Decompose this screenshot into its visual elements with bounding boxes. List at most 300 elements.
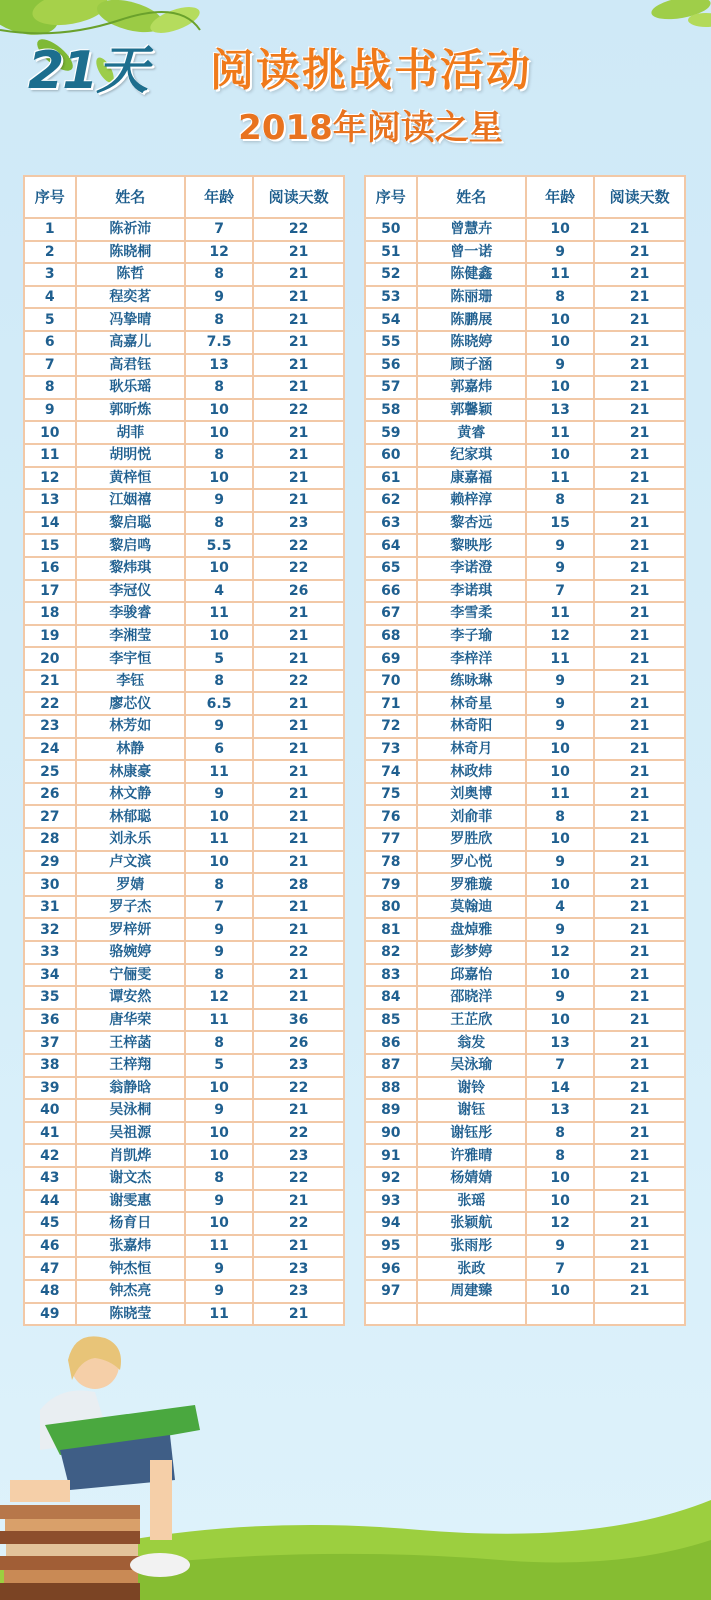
cell-age: 10 [526, 873, 594, 896]
cell-age: 10 [185, 467, 253, 490]
cell-days: 21 [594, 512, 685, 535]
cell-number: 60 [365, 444, 417, 467]
cell-days: 23 [253, 1144, 344, 1167]
cell-name: 高嘉儿 [76, 331, 185, 354]
cell-name: 吴泳瑜 [417, 1054, 526, 1077]
table-row [365, 1054, 685, 1077]
cell-age: 15 [526, 512, 594, 535]
cell-name: 李钰 [76, 670, 185, 693]
cell-days: 21 [594, 1031, 685, 1054]
cell-name: 李雪柔 [417, 602, 526, 625]
cell-name: 纪家琪 [417, 444, 526, 467]
cell-name: 张政 [417, 1257, 526, 1280]
table-row [365, 805, 685, 828]
cell-days: 22 [253, 670, 344, 693]
cell-days: 21 [594, 399, 685, 422]
cell-number: 78 [365, 851, 417, 874]
cell-age: 12 [185, 986, 253, 1009]
cell-age: 11 [526, 647, 594, 670]
cell-days: 21 [253, 308, 344, 331]
cell-age: 8 [185, 263, 253, 286]
cell-name: 刘永乐 [76, 828, 185, 851]
cell-age: 9 [185, 489, 253, 512]
cell-age: 9 [526, 670, 594, 693]
cell-number: 33 [24, 941, 76, 964]
table-row [24, 512, 344, 535]
cell-name: 顾子涵 [417, 354, 526, 377]
table-row [365, 1167, 685, 1190]
cell-age: 8 [526, 286, 594, 309]
cell-days: 22 [253, 557, 344, 580]
cell-days: 21 [594, 331, 685, 354]
cell-days: 21 [253, 828, 344, 851]
cell-number: 97 [365, 1280, 417, 1303]
cell-number: 15 [24, 534, 76, 557]
cell-number: 32 [24, 918, 76, 941]
cell-name: 胡明悦 [76, 444, 185, 467]
cell-name: 谢雯惠 [76, 1190, 185, 1213]
table-row [24, 308, 344, 331]
cell-age: 11 [185, 1009, 253, 1032]
cell-days: 21 [253, 783, 344, 806]
cell-days: 21 [594, 805, 685, 828]
cell-number: 35 [24, 986, 76, 1009]
cell-name: 王芷欣 [417, 1009, 526, 1032]
cell-age: 7 [526, 1257, 594, 1280]
table-row [365, 444, 685, 467]
cell-age: 9 [526, 918, 594, 941]
cell-days: 21 [594, 241, 685, 264]
cell-days: 21 [594, 467, 685, 490]
roster-table-right [364, 175, 686, 1326]
cell-number: 65 [365, 557, 417, 580]
table-row [24, 1054, 344, 1077]
cell-days: 21 [253, 760, 344, 783]
cell-age: 8 [185, 308, 253, 331]
cell-name: 赖梓淳 [417, 489, 526, 512]
table-row [365, 873, 685, 896]
cell-age: 10 [526, 760, 594, 783]
cell-age: 10 [526, 964, 594, 987]
table-row [24, 1009, 344, 1032]
cell-age: 8 [185, 964, 253, 987]
cell-days: 21 [253, 964, 344, 987]
cell-number: 11 [24, 444, 76, 467]
cell-name: 盘焯雅 [417, 918, 526, 941]
cell-name: 谢铃 [417, 1077, 526, 1100]
cell-name: 黎启鸣 [76, 534, 185, 557]
header-age: 年龄 [185, 176, 253, 218]
table-row [24, 1280, 344, 1303]
cell-days: 21 [594, 941, 685, 964]
cell-days: 22 [253, 941, 344, 964]
cell-age: 9 [526, 1235, 594, 1258]
table-row [365, 783, 685, 806]
cell-number: 81 [365, 918, 417, 941]
roster-table-left [23, 175, 345, 1326]
table-row [365, 896, 685, 919]
cell-age: 7.5 [185, 331, 253, 354]
table-row [365, 941, 685, 964]
cell-name: 钟杰恒 [76, 1257, 185, 1280]
cell-days: 21 [594, 873, 685, 896]
cell-age: 9 [526, 851, 594, 874]
cell-number: 95 [365, 1235, 417, 1258]
cell-number: 1 [24, 218, 76, 241]
cell-days: 26 [253, 580, 344, 603]
cell-number: 9 [24, 399, 76, 422]
cell-name: 耿乐瑶 [76, 376, 185, 399]
cell-age: 5 [185, 1054, 253, 1077]
table-row [365, 1122, 685, 1145]
cell-name: 杨婧婧 [417, 1167, 526, 1190]
cell-age: 10 [185, 557, 253, 580]
cell-days: 21 [594, 602, 685, 625]
cell-number: 80 [365, 896, 417, 919]
cell-name: 罗雅璇 [417, 873, 526, 896]
cell-number: 70 [365, 670, 417, 693]
cell-days: 21 [594, 557, 685, 580]
cell-age: 10 [526, 1167, 594, 1190]
cell-days: 21 [594, 1009, 685, 1032]
cell-name: 黄梓恒 [76, 467, 185, 490]
cell-days: 21 [594, 692, 685, 715]
cell-name: 李湘莹 [76, 625, 185, 648]
table-row [365, 1212, 685, 1235]
cell-name: 陈晓婷 [417, 331, 526, 354]
title-days: 21天 [28, 41, 147, 101]
cell-number: 73 [365, 738, 417, 761]
cell-name: 胡菲 [76, 421, 185, 444]
cell-number: 90 [365, 1122, 417, 1145]
cell-age: 10 [526, 376, 594, 399]
table-row [24, 873, 344, 896]
cell-number: 7 [24, 354, 76, 377]
cell-age: 12 [185, 241, 253, 264]
cell-number: 28 [24, 828, 76, 851]
table-row [24, 1077, 344, 1100]
table-row [24, 1235, 344, 1258]
cell-name: 郭昕炼 [76, 399, 185, 422]
cell-age: 8 [185, 873, 253, 896]
table-row [365, 1077, 685, 1100]
cell-days: 21 [594, 1235, 685, 1258]
cell-days: 21 [594, 421, 685, 444]
cell-name: 邱嘉怡 [417, 964, 526, 987]
table-row [24, 738, 344, 761]
table-row [365, 308, 685, 331]
cell-days: 21 [594, 218, 685, 241]
cell-number: 50 [365, 218, 417, 241]
header-age: 年龄 [526, 176, 594, 218]
cell-number: 91 [365, 1144, 417, 1167]
cell-days: 26 [253, 1031, 344, 1054]
cell-number: 17 [24, 580, 76, 603]
cell-days: 21 [594, 715, 685, 738]
cell-number: 94 [365, 1212, 417, 1235]
table-row [365, 738, 685, 761]
cell-name: 陈健鑫 [417, 263, 526, 286]
cell-age: 10 [526, 444, 594, 467]
cell-days: 21 [594, 760, 685, 783]
cell-number: 96 [365, 1257, 417, 1280]
cell-age: 9 [526, 692, 594, 715]
cell-age: 13 [185, 354, 253, 377]
cell-age: 11 [526, 263, 594, 286]
cell-number [365, 1303, 417, 1326]
cell-age: 10 [185, 851, 253, 874]
cell-name: 邵晓洋 [417, 986, 526, 1009]
cell-number: 86 [365, 1031, 417, 1054]
table-row [24, 647, 344, 670]
cell-name: 黎映彤 [417, 534, 526, 557]
table-row [365, 1190, 685, 1213]
cell-name: 郭嘉炜 [417, 376, 526, 399]
cell-days: 28 [253, 873, 344, 896]
table-row [24, 580, 344, 603]
cell-days: 21 [594, 376, 685, 399]
cell-number: 21 [24, 670, 76, 693]
cell-number: 68 [365, 625, 417, 648]
cell-age: 9 [526, 715, 594, 738]
cell-days: 21 [594, 783, 685, 806]
cell-days: 21 [594, 308, 685, 331]
cell-days: 23 [253, 1280, 344, 1303]
table-row [24, 1212, 344, 1235]
cell-age: 12 [526, 1212, 594, 1235]
table-row [365, 670, 685, 693]
cell-days: 21 [253, 286, 344, 309]
cell-days: 21 [253, 896, 344, 919]
cell-age: 4 [185, 580, 253, 603]
cell-days: 21 [594, 1122, 685, 1145]
table-row [365, 376, 685, 399]
cell-name: 康嘉福 [417, 467, 526, 490]
cell-age: 14 [526, 1077, 594, 1100]
cell-name: 陈鹏展 [417, 308, 526, 331]
table-row [24, 715, 344, 738]
table-row [365, 489, 685, 512]
cell-days: 21 [594, 1280, 685, 1303]
cell-number: 54 [365, 308, 417, 331]
cell-age: 8 [526, 805, 594, 828]
cell-days: 22 [253, 1167, 344, 1190]
cell-name: 李子瑜 [417, 625, 526, 648]
cell-name: 黄睿 [417, 421, 526, 444]
cell-age: 10 [185, 421, 253, 444]
cell-number: 63 [365, 512, 417, 535]
cell-days: 21 [253, 1235, 344, 1258]
cell-days: 21 [594, 986, 685, 1009]
cell-name: 林政炜 [417, 760, 526, 783]
cell-number: 76 [365, 805, 417, 828]
table-row [24, 941, 344, 964]
cell-number: 37 [24, 1031, 76, 1054]
cell-number: 56 [365, 354, 417, 377]
table-row [365, 1031, 685, 1054]
cell-name: 黎炜琪 [76, 557, 185, 580]
table-row [24, 986, 344, 1009]
cell-age: 9 [185, 286, 253, 309]
cell-name: 吴泳桐 [76, 1099, 185, 1122]
cell-name: 黎杏远 [417, 512, 526, 535]
table-row [365, 1257, 685, 1280]
cell-name: 吴祖源 [76, 1122, 185, 1145]
cell-age: 8 [185, 512, 253, 535]
table-row [24, 602, 344, 625]
cell-number: 42 [24, 1144, 76, 1167]
cell-age: 10 [526, 738, 594, 761]
cell-name: 李骏睿 [76, 602, 185, 625]
cell-name: 罗梓妍 [76, 918, 185, 941]
table-row [24, 331, 344, 354]
table-row [24, 1167, 344, 1190]
cell-name: 谢文杰 [76, 1167, 185, 1190]
title-subtitle: 2018年阅读之星 [238, 108, 503, 148]
header-name: 姓名 [417, 176, 526, 218]
table-row [24, 354, 344, 377]
cell-age: 9 [526, 986, 594, 1009]
cell-name: 张瑶 [417, 1190, 526, 1213]
table-row [24, 467, 344, 490]
cell-days: 21 [594, 828, 685, 851]
cell-days: 22 [253, 1077, 344, 1100]
cell-name: 唐华荣 [76, 1009, 185, 1032]
cell-age: 7 [185, 896, 253, 919]
header-number: 序号 [365, 176, 417, 218]
cell-days: 21 [253, 805, 344, 828]
cell-number: 89 [365, 1099, 417, 1122]
cell-days: 22 [253, 534, 344, 557]
table-row [24, 444, 344, 467]
cell-name: 王梓翔 [76, 1054, 185, 1077]
table-row [24, 1303, 344, 1326]
cell-number: 31 [24, 896, 76, 919]
table-row [365, 1009, 685, 1032]
table-row [365, 986, 685, 1009]
cell-number: 87 [365, 1054, 417, 1077]
table-row [365, 354, 685, 377]
table-row [365, 218, 685, 241]
header-days: 阅读天数 [253, 176, 344, 218]
girl-reading-illustration [0, 1330, 210, 1600]
cell-name: 王梓菡 [76, 1031, 185, 1054]
cell-number: 46 [24, 1235, 76, 1258]
table-row [365, 1280, 685, 1303]
cell-name: 谭安然 [76, 986, 185, 1009]
cell-days: 21 [594, 738, 685, 761]
cell-name: 罗胜欣 [417, 828, 526, 851]
cell-age: 9 [526, 557, 594, 580]
table-row [365, 828, 685, 851]
cell-number: 22 [24, 692, 76, 715]
cell-number: 93 [365, 1190, 417, 1213]
cell-name: 练咏琳 [417, 670, 526, 693]
cell-name: 林芳如 [76, 715, 185, 738]
cell-days: 22 [253, 399, 344, 422]
cell-days: 21 [594, 964, 685, 987]
cell-name: 林奇阳 [417, 715, 526, 738]
table-row [365, 467, 685, 490]
cell-number: 18 [24, 602, 76, 625]
header-name: 姓名 [76, 176, 185, 218]
cell-days: 21 [594, 580, 685, 603]
cell-age [526, 1303, 594, 1326]
cell-age: 9 [185, 1190, 253, 1213]
cell-number: 25 [24, 760, 76, 783]
cell-age: 8 [185, 376, 253, 399]
cell-age: 11 [185, 828, 253, 851]
table-row [24, 1099, 344, 1122]
cell-age: 8 [185, 1167, 253, 1190]
cell-name: 曾慧卉 [417, 218, 526, 241]
cell-number: 24 [24, 738, 76, 761]
cell-age: 10 [526, 331, 594, 354]
cell-age: 10 [185, 399, 253, 422]
cell-name: 钟杰亮 [76, 1280, 185, 1303]
table-row [365, 715, 685, 738]
cell-number: 12 [24, 467, 76, 490]
table-row [24, 1257, 344, 1280]
cell-age: 10 [526, 1009, 594, 1032]
cell-days: 21 [253, 263, 344, 286]
cell-name: 高君钰 [76, 354, 185, 377]
cell-age: 6.5 [185, 692, 253, 715]
cell-name [417, 1303, 526, 1326]
cell-name: 刘俞菲 [417, 805, 526, 828]
cell-name: 林康豪 [76, 760, 185, 783]
cell-age: 10 [526, 218, 594, 241]
cell-name: 陈晓桐 [76, 241, 185, 264]
cell-age: 11 [526, 602, 594, 625]
cell-days: 21 [594, 286, 685, 309]
cell-days: 23 [253, 512, 344, 535]
cell-number: 62 [365, 489, 417, 512]
title-main: 阅读挑战书活动 [210, 45, 532, 96]
cell-age: 8 [185, 1031, 253, 1054]
cell-name: 陈哲 [76, 263, 185, 286]
cell-number: 71 [365, 692, 417, 715]
cell-number: 77 [365, 828, 417, 851]
table-row [24, 557, 344, 580]
cell-days: 21 [253, 625, 344, 648]
table-row [24, 896, 344, 919]
table-row [24, 1144, 344, 1167]
cell-number: 38 [24, 1054, 76, 1077]
cell-days: 21 [594, 851, 685, 874]
cell-number: 40 [24, 1099, 76, 1122]
cell-number: 74 [365, 760, 417, 783]
cell-name: 黎启聪 [76, 512, 185, 535]
table-row [365, 918, 685, 941]
cell-age: 10 [526, 828, 594, 851]
cell-number: 8 [24, 376, 76, 399]
cell-days: 23 [253, 1257, 344, 1280]
cell-number: 53 [365, 286, 417, 309]
table-row [365, 286, 685, 309]
cell-number: 79 [365, 873, 417, 896]
cell-age: 11 [526, 783, 594, 806]
cell-number: 48 [24, 1280, 76, 1303]
table-row [24, 828, 344, 851]
cell-age: 10 [185, 805, 253, 828]
cell-age: 9 [185, 715, 253, 738]
cell-age: 6 [185, 738, 253, 761]
cell-name: 杨育日 [76, 1212, 185, 1235]
table-row [365, 512, 685, 535]
table-row [365, 851, 685, 874]
cell-age: 10 [185, 1212, 253, 1235]
